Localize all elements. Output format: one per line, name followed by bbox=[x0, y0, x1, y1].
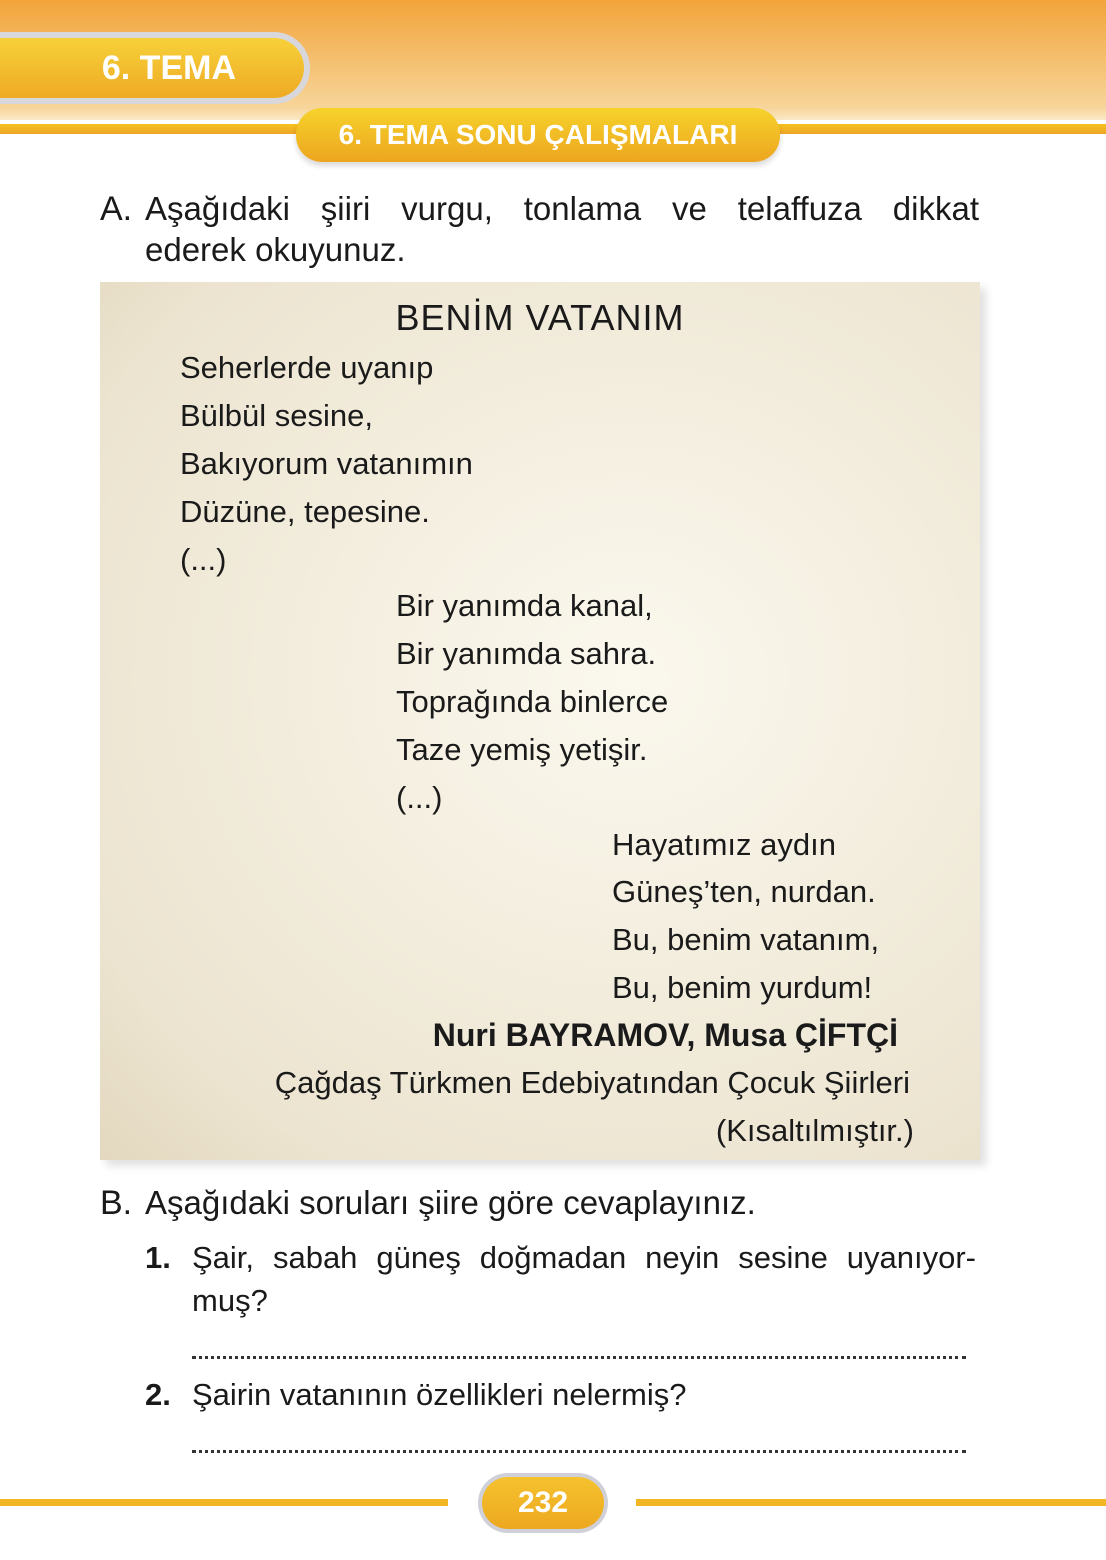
footer-line bbox=[0, 1499, 448, 1506]
section-badge: 6. TEMA SONU ÇALIŞMALARI bbox=[296, 108, 780, 162]
task-a-line2: ederek okuyunuz. bbox=[145, 231, 406, 268]
question-text: Şairin vatanının özellikleri nelermiş? bbox=[192, 1377, 687, 1412]
answer-line[interactable] bbox=[192, 1356, 966, 1359]
poem-line: Bu, benim vatanım, bbox=[612, 922, 880, 957]
question-text: muş? bbox=[192, 1283, 268, 1318]
question-number: 1. bbox=[145, 1240, 171, 1275]
task-a-letter: A. bbox=[100, 190, 133, 228]
poem-source: Çağdaş Türkmen Edebiyatından Çocuk Şiirleri bbox=[274, 1065, 910, 1100]
poem-authors: Nuri BAYRAMOV, Musa ÇİFTÇİ bbox=[432, 1017, 898, 1053]
answer-line[interactable] bbox=[192, 1450, 966, 1453]
poem-line: Seherlerde uyanıp bbox=[180, 350, 434, 385]
page-number-badge bbox=[478, 1473, 608, 1533]
poem-line: Taze yemiş yetişir. bbox=[396, 732, 648, 767]
footer-line bbox=[636, 1499, 1106, 1506]
poem-line: Bir yanımda kanal, bbox=[396, 588, 653, 623]
theme-badge bbox=[0, 32, 310, 104]
question-number: 2. bbox=[145, 1377, 171, 1412]
task-b-letter: B. bbox=[100, 1184, 133, 1222]
poem-line: Bakıyorum vatanımın bbox=[180, 446, 473, 481]
poem-note: (Kısaltılmıştır.) bbox=[715, 1113, 914, 1148]
poem-line: Bu, benim yurdum! bbox=[612, 970, 873, 1005]
poem-line: Düzüne, tepesine. bbox=[180, 494, 430, 529]
poem-line: Bülbül sesine, bbox=[180, 398, 374, 433]
poem-line: Güneş’ten, nurdan. bbox=[612, 874, 876, 909]
poem-title: BENİM VATANIM bbox=[395, 297, 685, 338]
poem-ellipsis: (...) bbox=[396, 780, 443, 815]
task-a-line1: Aşağıdaki şiiri vurgu, tonlama ve telaffuza dikkat bbox=[145, 190, 979, 227]
poem-box bbox=[100, 282, 980, 1160]
poem-ellipsis: (...) bbox=[180, 542, 227, 577]
poem-line: Bir yanımda sahra. bbox=[396, 636, 657, 671]
page-number: 232 bbox=[482, 1477, 604, 1529]
question-text: Şair, sabah güneş doğmadan neyin sesine uyanıyor- bbox=[192, 1240, 976, 1275]
task-b-title: Aşağıdaki soruları şiire göre cevaplayınız. bbox=[145, 1184, 756, 1221]
theme-label: 6. TEMA bbox=[0, 38, 304, 98]
poem-line: Hayatımız aydın bbox=[612, 827, 836, 862]
poem-line: Toprağında binlerce bbox=[396, 684, 669, 719]
